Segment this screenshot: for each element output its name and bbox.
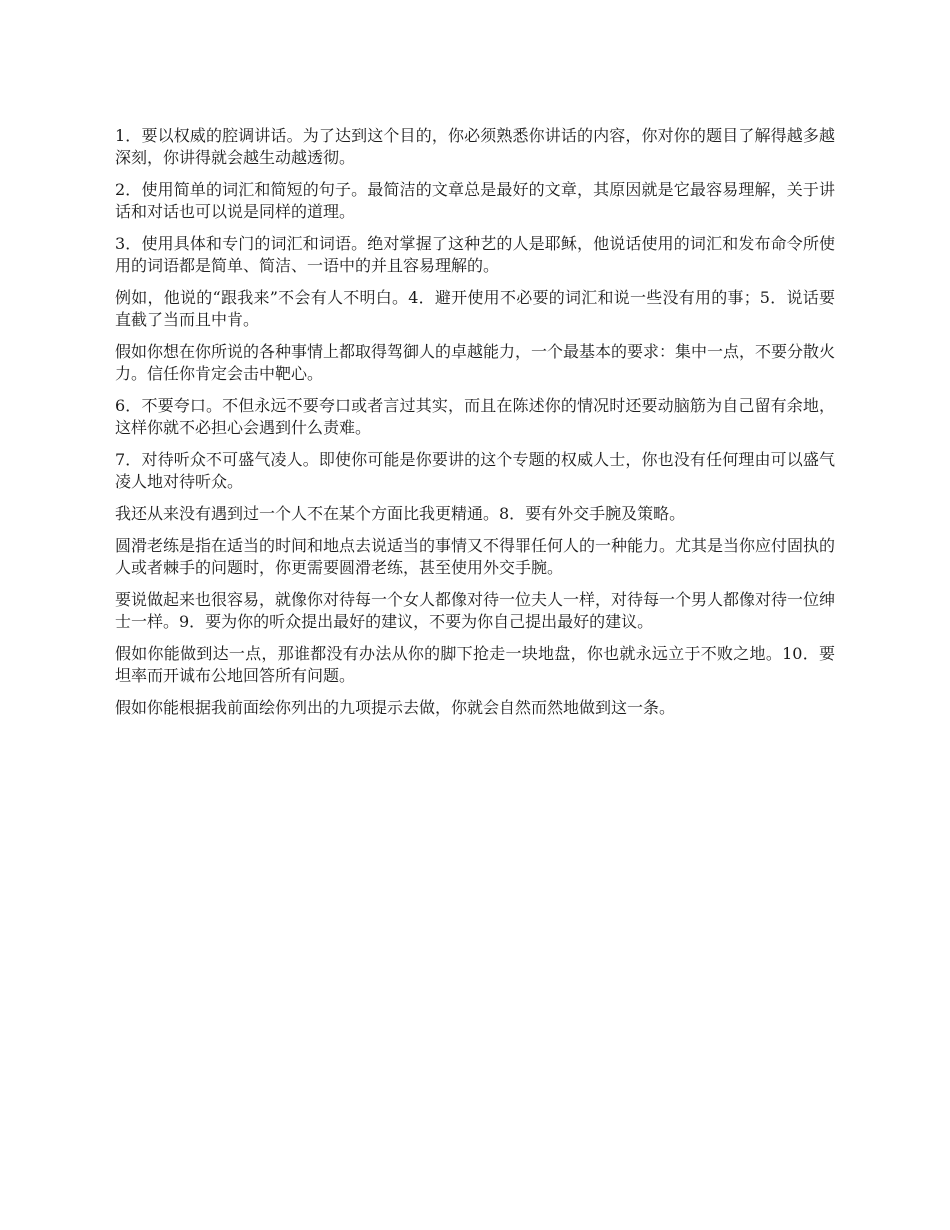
paragraph-1: 1．要以权威的腔调讲话。为了达到这个目的，你必须熟悉你讲话的内容，你对你的题目了解得越多越深刻，你讲得就会越生动越透彻。 [115, 126, 835, 167]
paragraph-11: 假如你能做到达一点，那谁都没有办法从你的脚下抢走一块地盘，你也就永远立于不败之地。10．要坦率而开诚布公地回答所有问题。 [115, 644, 835, 685]
paragraph-5: 假如你想在你所说的各种事情上都取得驾御人的卓越能力，一个最基本的要求：集中一点，不要分散火力。信任你肯定会击中靶心。 [115, 342, 836, 383]
paragraph-10: 要说做起来也很容易，就像你对待每一个女人都像对待一位夫人一样，对待每一个男人都像对待一位绅士一样。9．要为你的听众提出最好的建议，不要为你自己提出最好的建议。 [115, 590, 836, 631]
paragraph-7: 7．对待听众不可盛气凌人。即使你可能是你要讲的这个专题的权威人士，你也没有任何理由可以盛气凌人地对待听众。 [115, 450, 835, 491]
document-page [115, 125, 835, 729]
paragraph-6: 6．不要夸口。不但永远不要夸口或者言过其实，而且在陈述你的情况时还要动脑筋为自己留有余地，这样你就不必担心会遇到什么责难。 [115, 396, 835, 437]
paragraph-4: 例如，他说的“跟我来”不会有人不明白。4．避开使用不必要的词汇和说一些没有用的事；5．说话要直截了当而且中肯。 [115, 288, 835, 329]
paragraph-3: 3．使用具体和专门的词汇和词语。绝对掌握了这种艺的人是耶稣，他说话使用的词汇和发布命令所使用的词语都是简单、简洁、一语中的并且容易理解的。 [115, 234, 835, 275]
paragraph-2: 2．使用简单的词汇和简短的句子。最简洁的文章总是最好的文章，其原因就是它最容易理解，关于讲话和对话也可以说是同样的道理。 [115, 180, 835, 221]
paragraph-9: 圆滑老练是指在适当的时间和地点去说适当的事情又不得罪任何人的一种能力。尤其是当你应付固执的人或者棘手的问题时，你更需要圆滑老练，甚至使用外交手腕。 [115, 536, 836, 577]
paragraph-8: 我还从来没有遇到过一个人不在某个方面比我更精通。8．要有外交手腕及策略。 [115, 504, 686, 523]
paragraph-12: 假如你能根据我前面绘你列出的九项提示去做，你就会自然而然地做到这一条。 [115, 698, 676, 717]
